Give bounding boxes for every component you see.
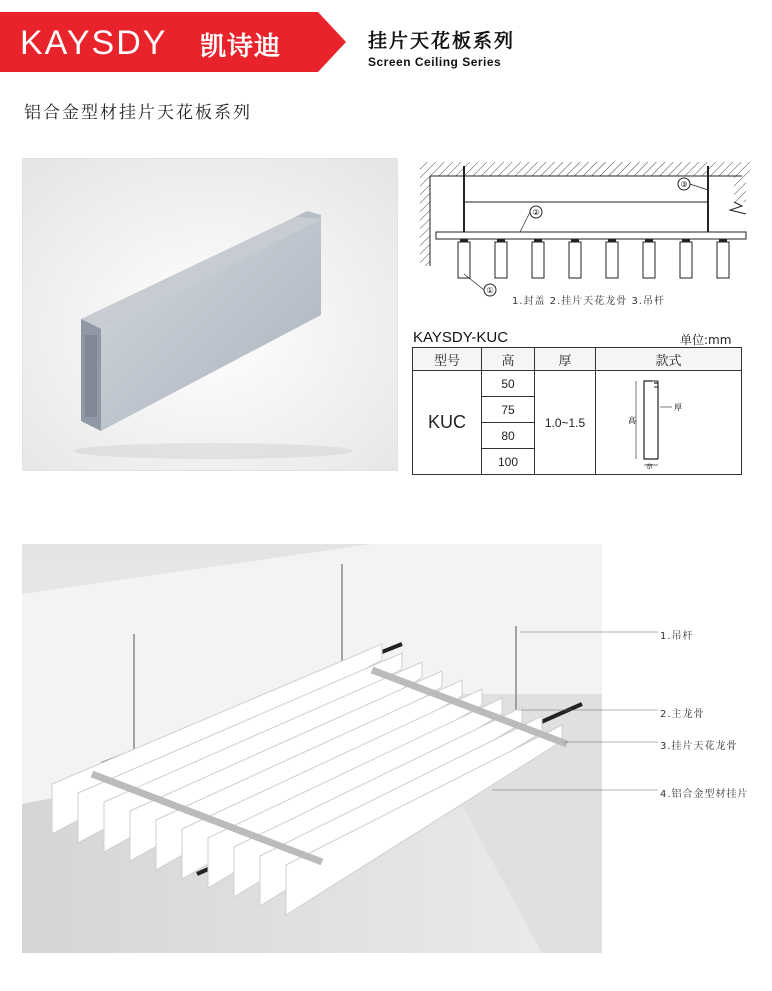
installation-schematic <box>412 160 752 312</box>
left-wall <box>420 176 430 266</box>
blade-clip <box>571 239 579 242</box>
schematic-blade <box>532 242 544 278</box>
height-cell: 80 <box>482 423 535 449</box>
page-subtitle: 铝合金型材挂片天花板系列 <box>24 103 252 123</box>
thickness-cell: 1.0~1.5 <box>535 371 596 475</box>
brand-logo-latin: KAYSDY <box>20 24 168 62</box>
spec-table <box>412 347 742 475</box>
schematic-blade <box>569 242 581 278</box>
ceiling-render-image <box>22 544 602 953</box>
header-height: 高 <box>482 348 535 371</box>
callout-main-channel: 2.主龙骨 <box>660 709 705 720</box>
blade-clip <box>497 239 505 242</box>
ceiling-slab <box>420 162 750 176</box>
blade-clip <box>645 239 653 242</box>
profile-thickness-label: 厚 <box>673 403 682 412</box>
unit-label: 单位:mm <box>680 333 732 347</box>
header-thickness: 厚 <box>535 348 596 371</box>
height-cell: 75 <box>482 397 535 423</box>
series-title-en: Screen Ceiling Series <box>368 55 502 69</box>
callout-carrier: 3.挂片天花龙骨 <box>660 741 738 752</box>
schematic-blade <box>680 242 692 278</box>
model-cell: KUC <box>413 371 482 475</box>
schematic-blade <box>606 242 618 278</box>
blade-clip <box>608 239 616 242</box>
aluminum-profile-illustration <box>23 159 397 470</box>
schematic-blade <box>643 242 655 278</box>
callout-hanger-rod: 1.吊杆 <box>660 631 694 642</box>
blade-clip <box>534 239 542 242</box>
schematic-blade <box>717 242 729 278</box>
header-model: 型号 <box>413 348 482 371</box>
carrier-channel <box>436 232 746 239</box>
blade-clip <box>682 239 690 242</box>
profile-section-diagram <box>624 373 714 469</box>
brand-logo-chinese: 凯诗迪 <box>200 32 282 62</box>
marker-2: ② <box>532 208 540 217</box>
marker-1: ① <box>486 286 494 295</box>
schematic-legend: 1.封盖 2.挂片天花龙骨 3.吊杆 <box>512 296 665 307</box>
height-cell: 100 <box>482 449 535 475</box>
series-title-cn: 挂片天花板系列 <box>368 30 516 52</box>
callout-leaders <box>602 620 658 800</box>
model-title: KAYSDY-KUC <box>413 329 509 346</box>
header-style: 款式 <box>596 348 742 371</box>
profile-height-label: 高 <box>627 416 636 425</box>
profile-diagram-cell <box>596 371 742 475</box>
profile-width-label: 宽 <box>645 463 653 469</box>
callout-blade: 4.铝合金型材挂片 <box>660 789 749 800</box>
blade-clip <box>719 239 727 242</box>
product-image <box>22 158 398 471</box>
blade-clip <box>460 239 468 242</box>
height-cell: 50 <box>482 371 535 397</box>
schematic-blade <box>458 242 470 278</box>
schematic-blade <box>495 242 507 278</box>
marker-3: ③ <box>680 180 688 189</box>
